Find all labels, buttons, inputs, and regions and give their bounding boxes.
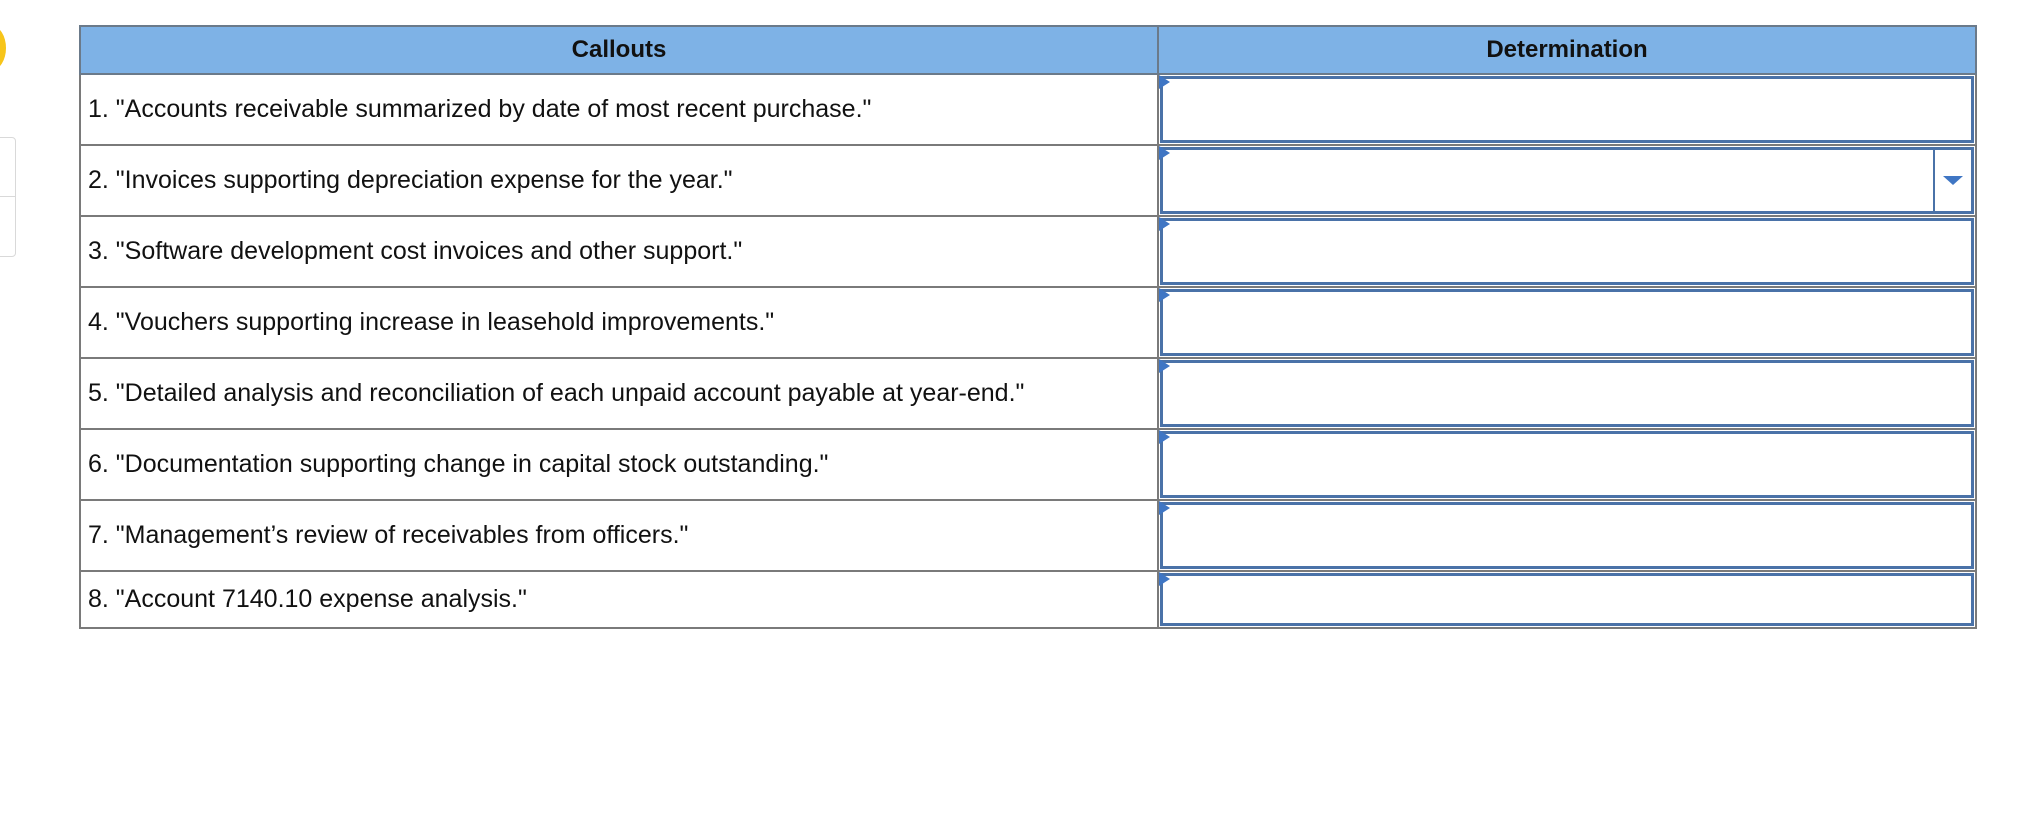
- table-row: [80, 145, 1976, 216]
- determination-select[interactable]: [1160, 431, 1974, 498]
- dropdown-button[interactable]: [1933, 150, 1971, 211]
- header-callouts: Callouts: [80, 26, 1158, 74]
- callout-text: 6. "Documentation supporting change in capital stock outstanding.": [80, 429, 1158, 500]
- determination-select[interactable]: [1160, 289, 1974, 356]
- table-row: [80, 500, 1976, 571]
- determination-cell[interactable]: [1158, 145, 1976, 216]
- side-panel-divider: [0, 196, 15, 197]
- table-row: [80, 74, 1976, 145]
- header-row: [80, 26, 1976, 74]
- determination-cell[interactable]: [1158, 358, 1976, 429]
- triangle-right-icon: [1159, 430, 1170, 444]
- callout-text: 8. "Account 7140.10 expense analysis.": [80, 571, 1158, 628]
- determination-cell[interactable]: [1158, 216, 1976, 287]
- determination-cell[interactable]: [1158, 500, 1976, 571]
- callout-text: 2. "Invoices supporting depreciation expense for the year.": [80, 145, 1158, 216]
- determination-select[interactable]: [1160, 360, 1974, 427]
- determination-cell[interactable]: [1158, 429, 1976, 500]
- determination-cell[interactable]: [1158, 571, 1976, 628]
- callout-text: 1. "Accounts receivable summarized by date of most recent purchase.": [80, 74, 1158, 145]
- table-row: [80, 429, 1976, 500]
- triangle-right-icon: [1159, 75, 1170, 89]
- triangle-right-icon: [1159, 501, 1170, 515]
- header-determination: Determination: [1158, 26, 1976, 74]
- triangle-right-icon: [1159, 572, 1170, 586]
- determination-select[interactable]: [1160, 147, 1974, 214]
- callouts-table: [79, 25, 1977, 629]
- callout-text: 7. "Management’s review of receivables from officers.": [80, 500, 1158, 571]
- callout-text: 5. "Detailed analysis and reconciliation of each unpaid account payable at year-end.": [80, 358, 1158, 429]
- determination-select[interactable]: [1160, 76, 1974, 143]
- table-row: [80, 287, 1976, 358]
- table-row: [80, 571, 1976, 628]
- triangle-right-icon: [1159, 146, 1170, 160]
- determination-cell[interactable]: [1158, 287, 1976, 358]
- determination-select[interactable]: [1160, 502, 1974, 569]
- triangle-right-icon: [1159, 217, 1170, 231]
- determination-select[interactable]: [1160, 573, 1974, 626]
- callout-text: 3. "Software development cost invoices and other support.": [80, 216, 1158, 287]
- side-panel[interactable]: [0, 137, 16, 257]
- triangle-right-icon: [1159, 359, 1170, 373]
- table-row: [80, 216, 1976, 287]
- callout-text: 4. "Vouchers supporting increase in leasehold improvements.": [80, 287, 1158, 358]
- determination-select[interactable]: [1160, 218, 1974, 285]
- determination-cell[interactable]: [1158, 74, 1976, 145]
- table-row: [80, 358, 1976, 429]
- chevron-down-icon: [1943, 176, 1963, 185]
- triangle-right-icon: [1159, 288, 1170, 302]
- highlight-dot: [0, 26, 6, 70]
